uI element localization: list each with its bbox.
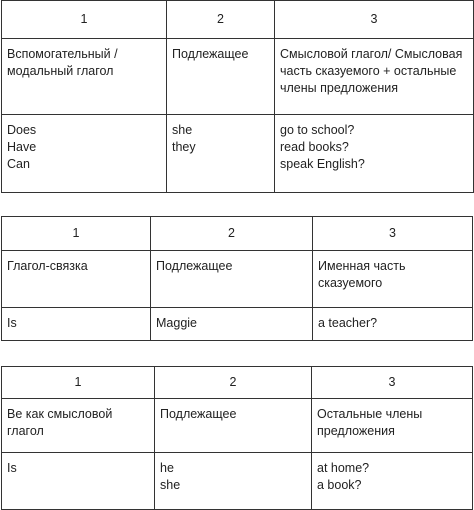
table-header-row: [2, 367, 473, 399]
table-cell: Подлежащее: [151, 251, 313, 308]
table-cell: at home? a book?: [312, 453, 473, 510]
table-row: [2, 308, 473, 341]
table-header-row: [2, 217, 473, 251]
table-cell: Подлежащее: [167, 39, 275, 115]
table-cell: go to school? read books? speak English?: [275, 115, 474, 193]
table-cell: she they: [167, 115, 275, 193]
column-number-cell: 1: [2, 1, 167, 39]
grammar-table-1: [1, 0, 474, 193]
column-number-cell: 3: [275, 1, 474, 39]
table-row: [2, 399, 473, 453]
table-header-row: [2, 1, 474, 39]
table-cell: he she: [155, 453, 312, 510]
column-number-cell: 1: [2, 367, 155, 399]
column-number-cell: 2: [155, 367, 312, 399]
table-row: [2, 251, 473, 308]
table-cell: Is: [2, 453, 155, 510]
table-cell: a teacher?: [313, 308, 473, 341]
grammar-table-2: [1, 216, 473, 341]
table-cell: Maggie: [151, 308, 313, 341]
table-cell: Does Have Can: [2, 115, 167, 193]
column-number-cell: 2: [151, 217, 313, 251]
column-number-cell: 1: [2, 217, 151, 251]
table-row: [2, 39, 474, 115]
table-cell: Is: [2, 308, 151, 341]
table-row: [2, 453, 473, 510]
table-cell: Вспомогательный / модальный глагол: [2, 39, 167, 115]
grammar-table-3: [1, 366, 473, 510]
table-cell: Остальные члены предложения: [312, 399, 473, 453]
column-number-cell: 3: [313, 217, 473, 251]
table-row: [2, 115, 474, 193]
table-cell: Смысловой глагол/ Смысловая часть сказуемого + остальные члены предложения: [275, 39, 474, 115]
table-cell: Именная часть сказуемого: [313, 251, 473, 308]
column-number-cell: 2: [167, 1, 275, 39]
table-cell: Подлежащее: [155, 399, 312, 453]
table-cell: Ве как смысловой глагол: [2, 399, 155, 453]
table-cell: Глагол-связка: [2, 251, 151, 308]
column-number-cell: 3: [312, 367, 473, 399]
